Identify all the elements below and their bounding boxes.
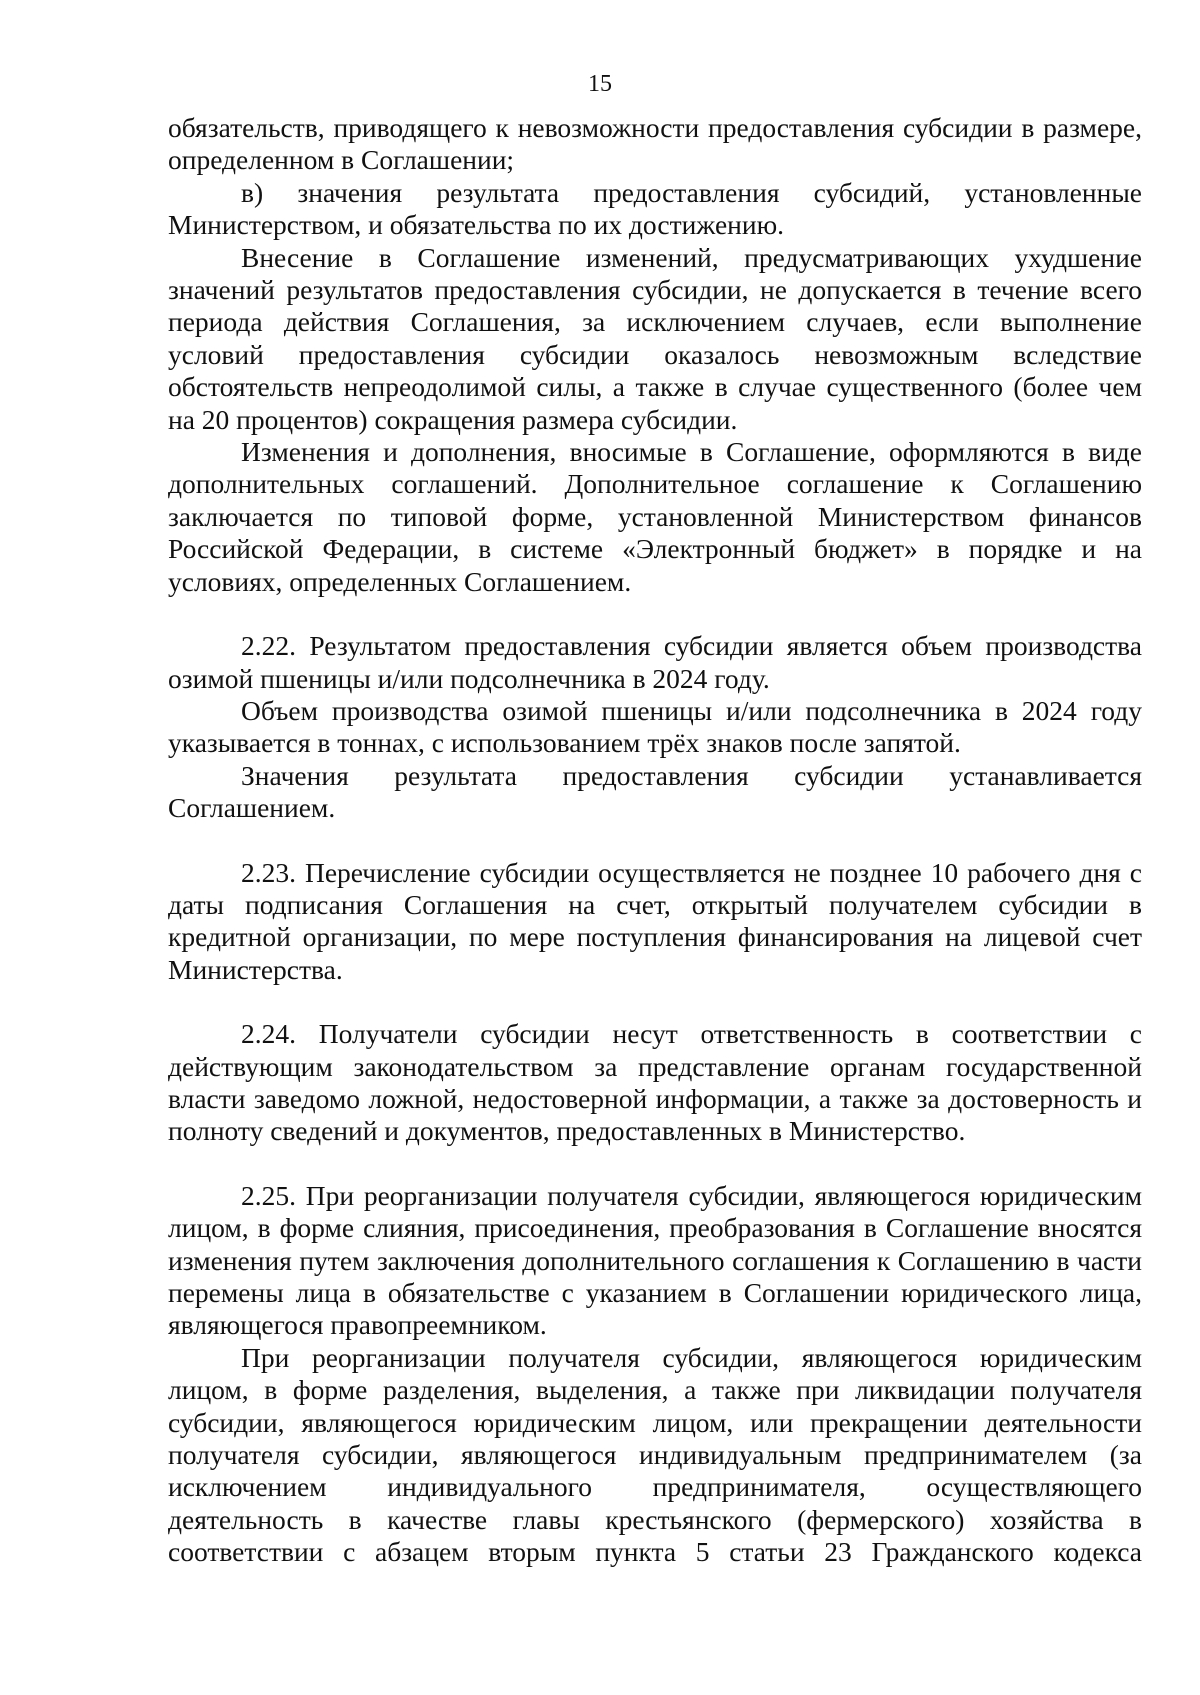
paragraph-2-22: 2.22. Результатом предоставления субсидии является объем производства озимой пшеницы и/или подсолнечника в 2024 году. [168, 630, 1142, 694]
paragraph-2-23: 2.23. Перечисление субсидии осуществляется не позднее 10 рабочего дня с даты подписания Соглашения на счет, открытый получателем субсидии в кредитной организации, по мере поступления финансирования на лицевой счет Министерства. [168, 856, 1142, 985]
paragraph-additional-agreements: Изменения и дополнения, вносимые в Соглашение, оформляются в виде дополнительных соглашений. Дополнительное соглашение к Соглашению заключается по типовой форме, установленной Министерством финансов Российской Федерации, в системе «Электронный бюджет» в порядке и на условиях, определенных Соглашением. [168, 436, 1142, 597]
document-body [168, 112, 1142, 1569]
paragraph-2-24: 2.24. Получатели субсидии несут ответственность в соответствии с действующим законодательством за представление органам государственной власти заведомо ложной, недостоверной информации, а также за достоверность и полноту сведений и документов, предоставленных в Министерство. [168, 1018, 1142, 1147]
paragraph-2-25: 2.25. При реорганизации получателя субсидии, являющегося юридическим лицом, в форме слияния, присоединения, преобразования в Соглашение вносятся изменения путем заключения дополнительного соглашения к Соглашению в части перемены лица в обязательстве с указанием в Соглашении юридического лица, являющегося правопреемником. [168, 1179, 1142, 1341]
paragraph-changes-restriction: Внесение в Соглашение изменений, предусматривающих ухудшение значений результатов предоставления субсидии, не допускается в течение всего периода действия Соглашения, за исключением случаев, если выполнение условий предоставления субсидии оказалось невозможным вследствие обстоятельств непреодолимой силы, а также в случае существенного (более чем на 20 процентов) сокращения размера субсидии. [168, 241, 1142, 435]
paragraph-obligations-continued: обязательств, приводящего к невозможности предоставления субсидии в размере, определенном в Соглашении; [168, 112, 1142, 176]
paragraph-result-values: Значения результата предоставления субсидии устанавливается Соглашением. [168, 759, 1142, 824]
paragraph-production-volume: Объем производства озимой пшеницы и/или подсолнечника в 2024 году указывается в тоннах, с использованием трёх знаков после запятой. [168, 694, 1142, 759]
paragraph-item-v: в) значения результата предоставления субсидий, установленные Министерством, и обязательства по их достижению. [168, 176, 1142, 241]
paragraph-reorganization-continued: При реорганизации получателя субсидии, являющегося юридическим лицом, в форме разделения, выделения, а также при ликвидации получателя субсидии, являющегося юридическим лицом, или прекращении деятельности получателя субсидии, являющегося индивидуальным предпринимателем (за исключением индивидуального предпринимателя, осуществляющего деятельность в качестве главы крестьянского (фермерского) хозяйства в соответствии с абзацем вторым пункта 5 статьи 23 Гражданского кодекса [168, 1341, 1142, 1568]
page-number: 15 [588, 71, 612, 97]
